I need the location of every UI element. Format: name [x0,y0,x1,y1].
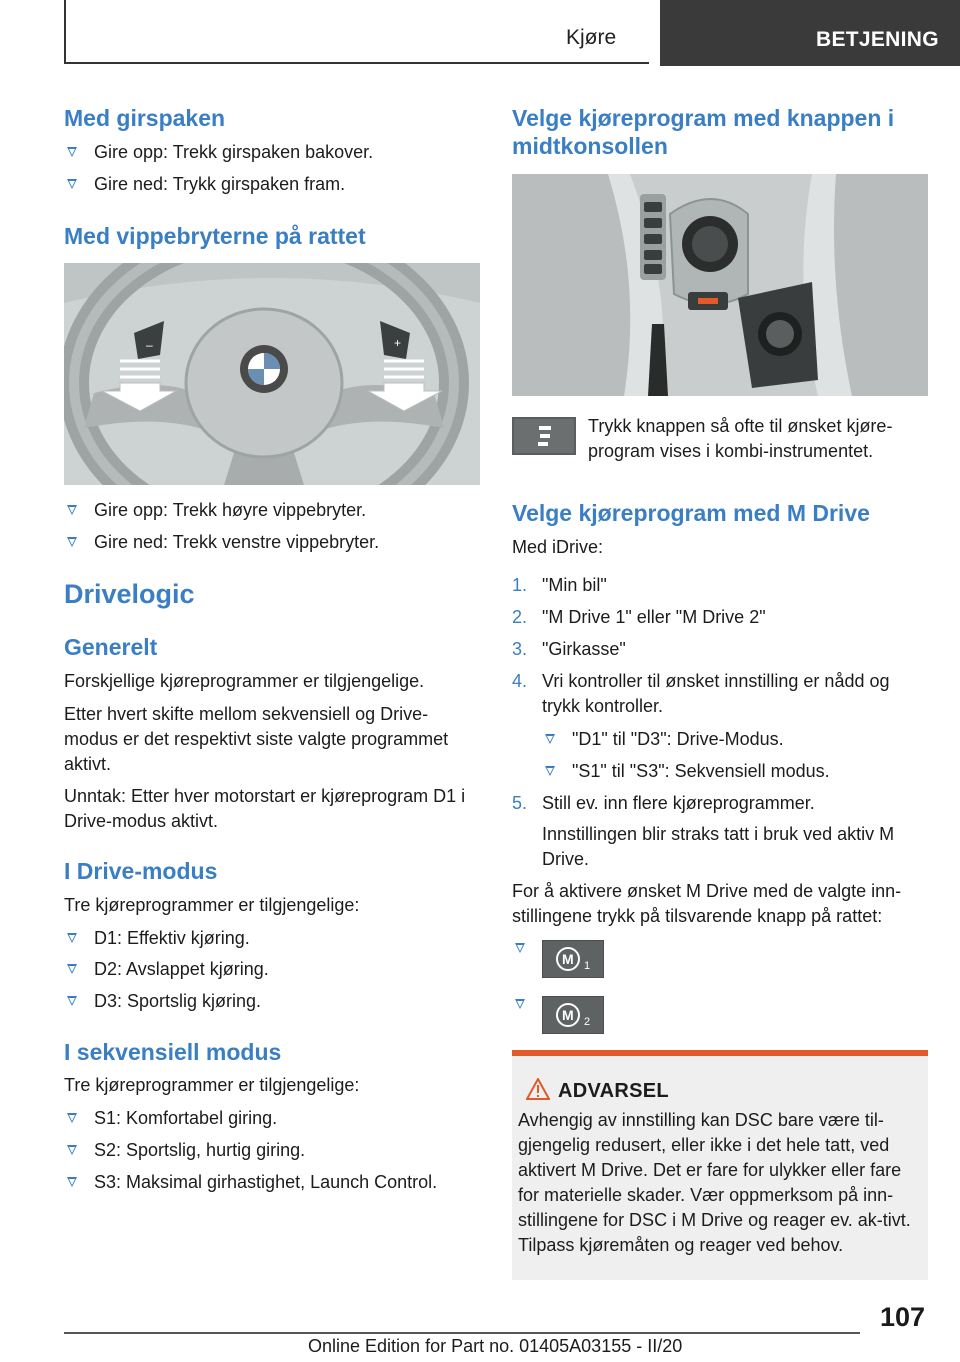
footer-divider [64,1332,860,1334]
svg-text:+: + [394,336,402,350]
drive-mode-button-icon [512,417,576,455]
heading-sekvensiell: I sekvensiell modus [64,1039,282,1065]
bullet-icon [545,766,555,776]
paragraph: Tre kjøreprogrammer er tilgjengelige: [64,895,360,915]
heading-knappen: Velge kjøreprogram med knappen i midtkonsollen [512,105,895,159]
list-item: 3. "Girkasse" [512,639,626,659]
heading-generelt: Generelt [64,634,158,660]
footer-edition: Online Edition for Part no. 01405A03155 - II/20 [308,1336,683,1356]
bullet-icon [67,1113,77,1123]
bullet-icon [67,1145,77,1155]
list-item: "S1" til "S3": Sekvensiell modus. [542,759,928,784]
heading-girspaken: Med girspaken [64,105,226,131]
list-item: 4. Vri kontroller til ønsket innstilling er nådd og trykk kontroller. [512,671,890,716]
list-item: Gire opp: Trekk girspaken bakover. [64,140,480,165]
list-item: D3: Sportslig kjøring. [64,989,480,1014]
svg-text:–: – [146,338,153,352]
list-item: S3: Maksimal girhastighet, Launch Control. [64,1170,480,1195]
list-item: D1: Effektiv kjøring. [64,926,480,951]
bullet-icon [515,943,525,953]
bullet-icon [67,179,77,189]
bullet-icon [67,537,77,547]
svg-text:M: M [562,1007,574,1023]
m2-button-icon [542,996,604,1034]
paragraph: For å aktivere ønsket M Drive med de valgte inn-stillingene trykk på tilsvarende knapp på rattet: [512,881,902,926]
center-console-image [512,174,928,396]
paragraph: Med iDrive: [512,537,604,557]
list-item: "D1" til "D3": Drive-Modus. [542,727,928,752]
svg-text:M: M [562,951,574,967]
header-chapter-tab [660,0,960,66]
bullet-icon [67,147,77,157]
bullet-icon [545,734,555,744]
list-item: S1: Komfortabel giring. [64,1106,480,1131]
list-item [512,936,542,966]
heading-vippebryterne: Med vippebryterne på rattet [64,223,366,249]
list-item: 1. "Min bil" [512,575,607,595]
knappen-description: Trykk knappen så ofte til ønsket kjøre-program vises i kombi-instrumentet. [588,416,893,461]
header-frame [64,0,649,64]
paragraph: Tre kjøreprogrammer er tilgjengelige: [64,1075,360,1095]
warning-text: Avhengig av innstilling kan DSC bare være til-gjengelig redusert, eller ikke i det hele tatt, ved aktivert M Drive. Det er fare for ulykker eller fare for materielle skader. Vær oppmerksom på inn-stillingene for DSC i M Drive og reager ev. ak-tivt. Tilpass kjøremåten og reager ved behov. [518,1110,911,1255]
bullet-icon [67,505,77,515]
paragraph: Forskjellige kjøreprogrammer er tilgjengelige. [64,671,425,691]
paragraph: Etter hvert skifte mellom sekvensiell og Drive-modus er det respektivt siste valgte programmet aktivt. [64,704,449,774]
list-item [512,992,542,1022]
list-item: Gire ned: Trykk girspaken fram. [64,172,480,197]
list-item: S2: Sportslig, hurtig giring. [64,1138,480,1163]
paragraph: Unntak: Etter hver motorstart er kjøreprogram D1 i Drive-modus aktivt. [64,786,466,831]
warning-box [512,1050,928,1280]
m1-number: 1 [584,960,591,972]
m1-button-icon [542,940,604,978]
list-item: 2. "M Drive 1" eller "M Drive 2" [512,607,766,627]
header-chapter: BETJENING [816,28,939,51]
bullet-icon [67,1177,77,1187]
heading-drive-modus: I Drive-modus [64,858,218,884]
warning-icon [526,1078,550,1100]
bullet-icon [67,964,77,974]
list-item: 5. Still ev. inn flere kjøreprogrammer. [512,793,815,813]
header-section: Kjøre [566,26,617,49]
heading-drivelogic: Drivelogic [64,579,195,609]
bullet-icon [515,999,525,1009]
heading-m-drive: Velge kjøreprogram med M Drive [512,500,870,526]
list-item: D2: Avslappet kjøring. [64,957,480,982]
steering-wheel-image [64,263,480,485]
page-number: 107 [880,1302,926,1332]
warning-title: ADVARSEL [558,1080,669,1102]
bullet-icon [67,933,77,943]
list-item: Gire ned: Trekk venstre vippebryter. [64,530,480,555]
m2-number: 2 [584,1016,591,1028]
list-item: Gire opp: Trekk høyre vippebryter. [64,498,480,523]
paragraph: Innstillingen blir straks tatt i bruk ved aktiv M Drive. [542,824,895,869]
bullet-icon [67,996,77,1006]
